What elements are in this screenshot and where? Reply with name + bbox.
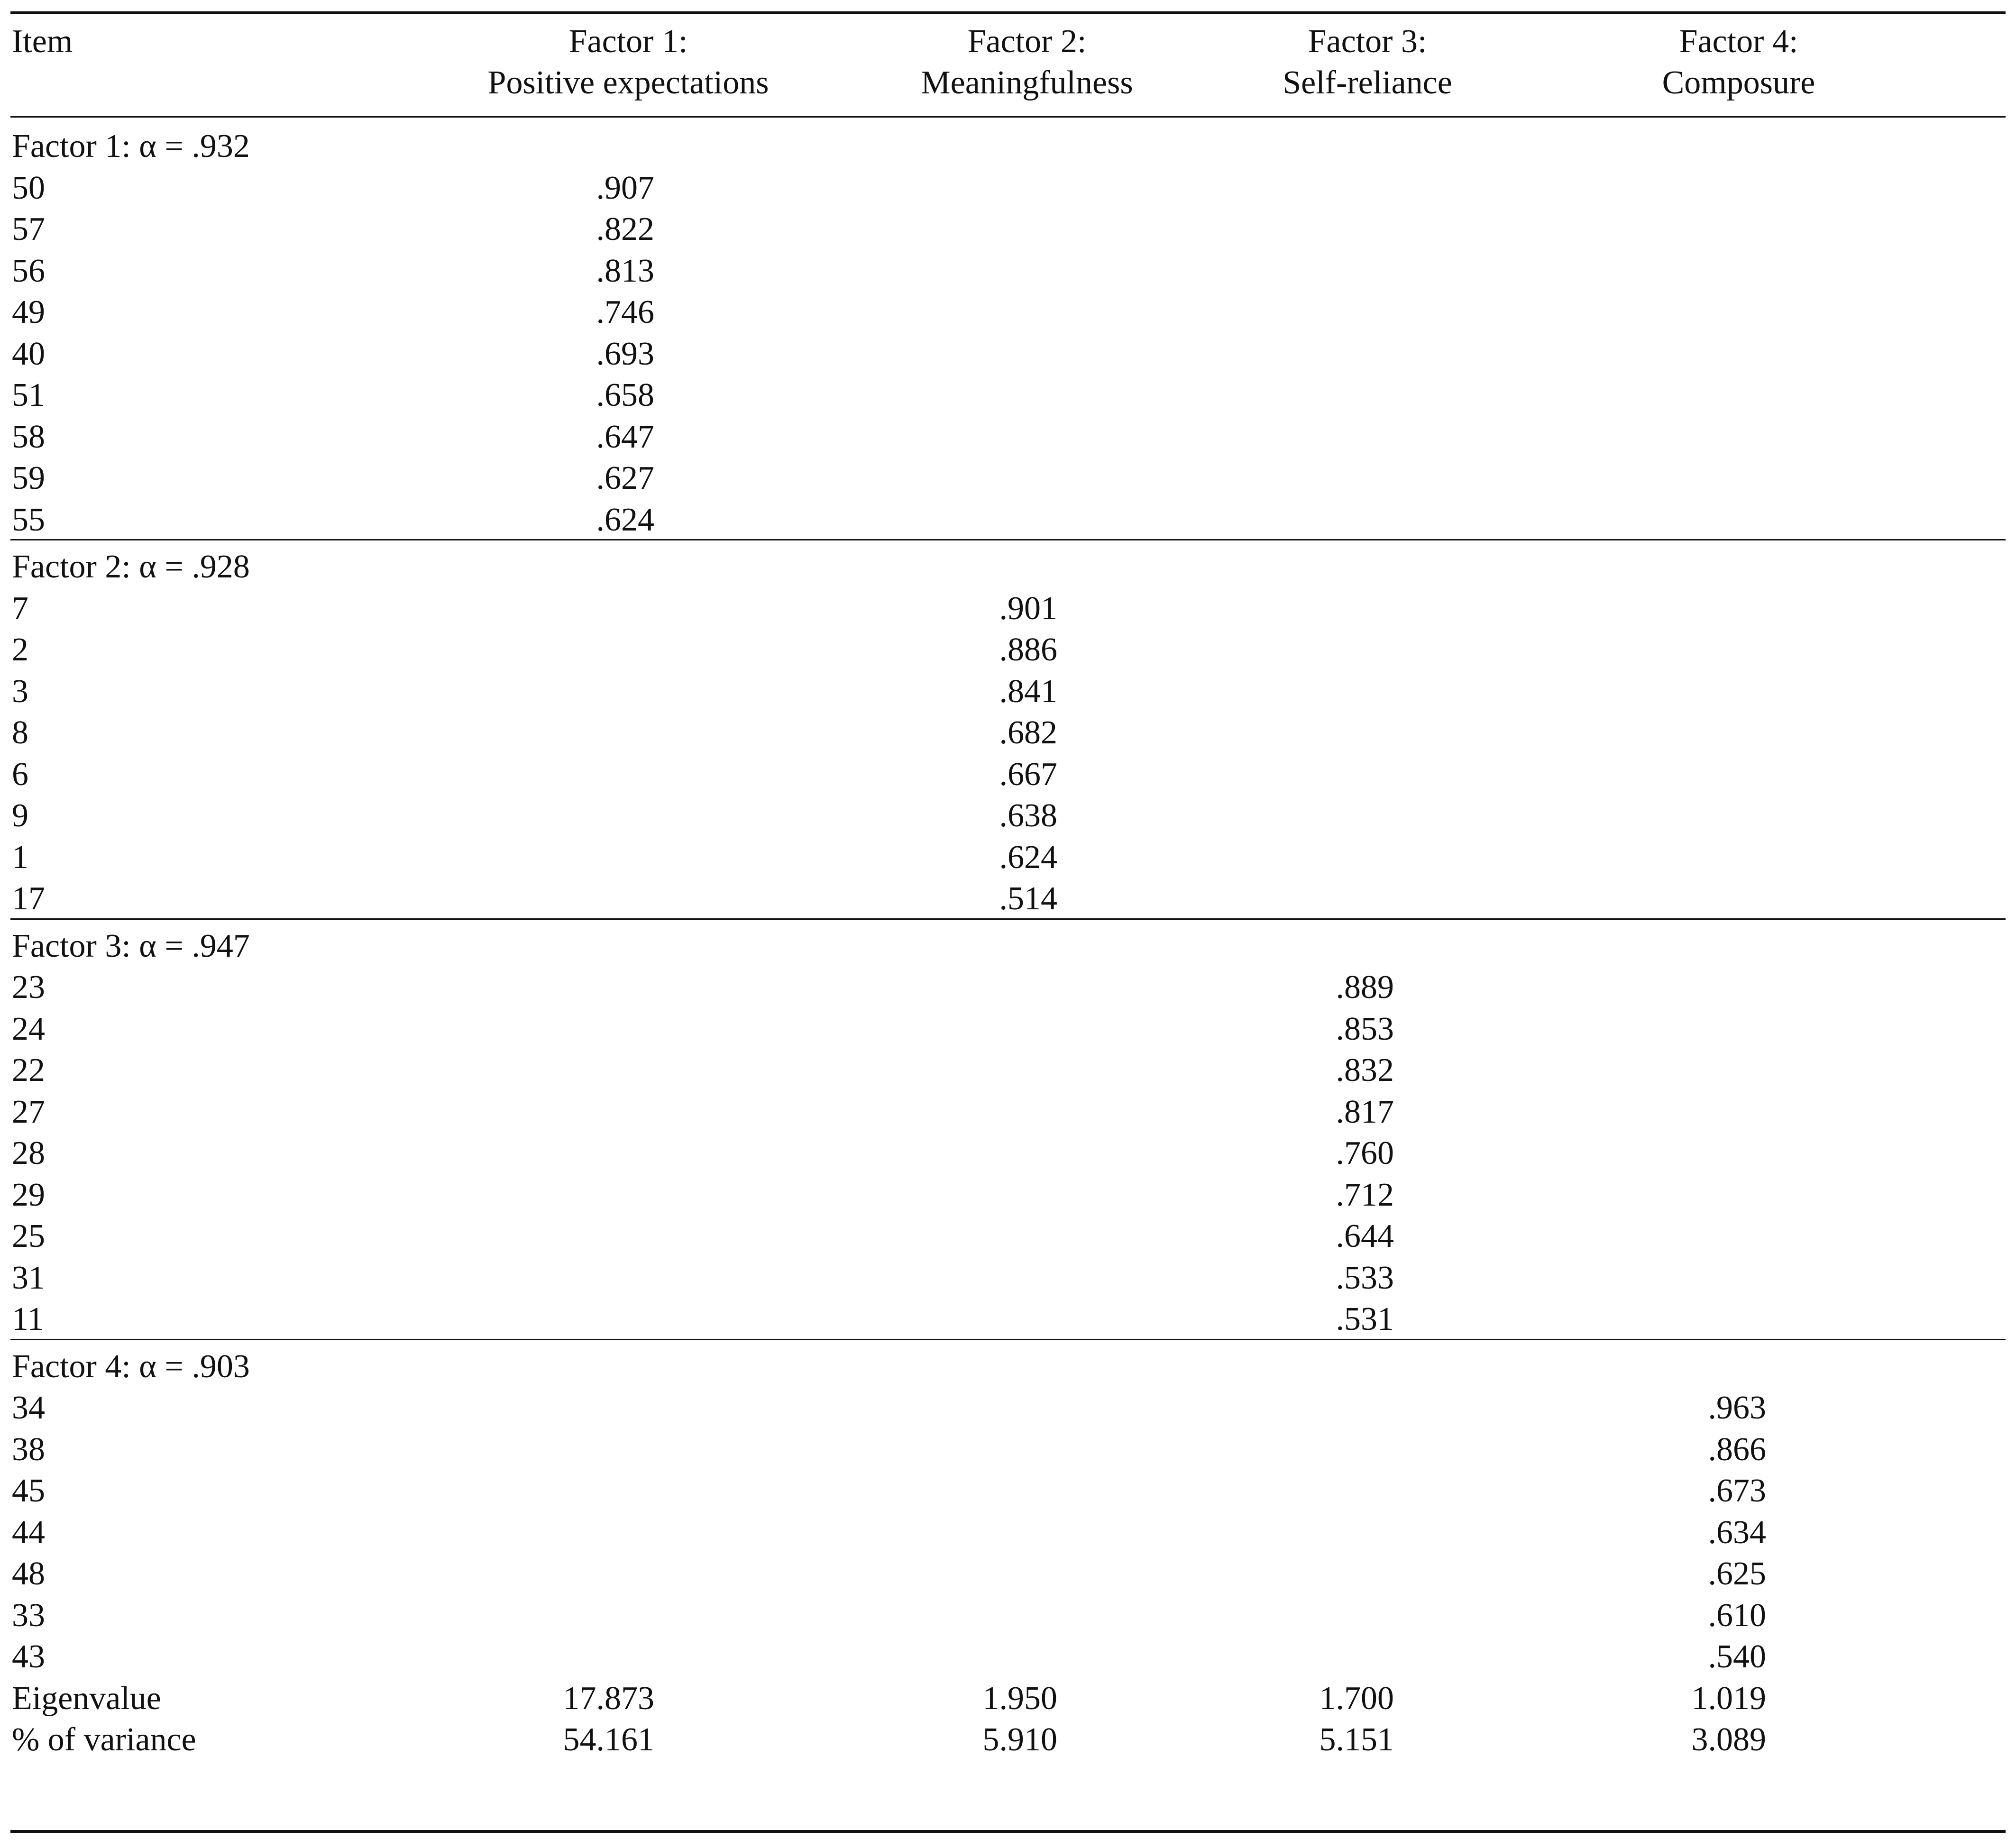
item-number: 11 — [12, 1301, 44, 1337]
group-heading: Factor 1: α = .932 — [12, 128, 250, 165]
factor-loading-value: .963 — [1708, 1390, 1766, 1426]
item-number: 8 — [12, 714, 28, 751]
bottom-rule — [10, 1830, 2006, 1833]
item-number: 49 — [12, 294, 45, 330]
factor-loading-value: .907 — [596, 169, 654, 206]
column-header-factor-3 — [1178, 21, 1557, 103]
column-header-factor-2-line2: Meaningfulness — [921, 64, 1133, 101]
item-number: 7 — [12, 590, 28, 627]
item-number: 56 — [12, 252, 45, 289]
summary-label: % of variance — [12, 1721, 196, 1758]
group-heading: Factor 2: α = .928 — [12, 549, 250, 585]
factor-loading-value: .813 — [596, 252, 654, 289]
item-number: 6 — [12, 756, 28, 793]
factor-loading-value: .625 — [1708, 1555, 1766, 1592]
summary-value: 5.910 — [982, 1721, 1057, 1758]
column-header-factor-1-line2: Positive expectations — [487, 64, 769, 101]
column-header-item: Item — [12, 23, 73, 60]
item-number: 24 — [12, 1010, 45, 1047]
group-separator-rule — [10, 918, 2006, 920]
item-number: 44 — [12, 1514, 45, 1551]
item-number: 57 — [12, 211, 45, 247]
factor-loading-value: .624 — [999, 839, 1057, 876]
factor-loading-value: .647 — [596, 418, 654, 455]
factor-loading-value: .667 — [999, 756, 1057, 793]
factor-loading-value: .853 — [1336, 1010, 1394, 1047]
factor-loading-value: .682 — [999, 714, 1057, 751]
factor-loading-value: .693 — [596, 335, 654, 372]
factor-loading-value: .610 — [1708, 1597, 1766, 1634]
summary-value: 1.019 — [1691, 1680, 1766, 1717]
group-separator-rule — [10, 1339, 2006, 1340]
item-number: 31 — [12, 1259, 45, 1296]
factor-loading-value: .822 — [596, 211, 654, 247]
item-number: 27 — [12, 1093, 45, 1130]
factor-loading-value: .817 — [1336, 1093, 1394, 1130]
item-number: 34 — [12, 1390, 45, 1426]
column-header-factor-3-line2: Self-reliance — [1283, 64, 1452, 101]
column-header-factor-2-line1: Factor 2: — [967, 23, 1087, 60]
top-rule — [10, 11, 2006, 14]
item-number: 23 — [12, 969, 45, 1006]
factor-loading-value: .866 — [1708, 1431, 1766, 1468]
column-header-factor-3-line1: Factor 3: — [1308, 23, 1427, 60]
item-number: 9 — [12, 797, 28, 834]
factor-loading-value: .638 — [999, 797, 1057, 834]
factor-loading-value: .889 — [1336, 969, 1394, 1006]
factor-loading-value: .832 — [1336, 1052, 1394, 1089]
column-header-factor-4 — [1549, 21, 1928, 103]
group-separator-rule — [10, 539, 2006, 540]
summary-value: 5.151 — [1319, 1721, 1394, 1758]
item-number: 1 — [12, 839, 28, 876]
item-number: 38 — [12, 1431, 45, 1468]
factor-loading-value: .634 — [1708, 1514, 1766, 1551]
factor-loading-value: .533 — [1336, 1259, 1394, 1296]
factor-loading-value: .712 — [1336, 1176, 1394, 1213]
factor-loading-value: .673 — [1708, 1473, 1766, 1509]
group-heading: Factor 3: α = .947 — [12, 927, 250, 964]
column-header-factor-4-line1: Factor 4: — [1679, 23, 1798, 60]
item-number: 50 — [12, 169, 45, 206]
item-number: 40 — [12, 335, 45, 372]
summary-value: 1.700 — [1319, 1680, 1394, 1717]
summary-label: Eigenvalue — [12, 1680, 161, 1717]
factor-loading-value: .540 — [1708, 1638, 1766, 1675]
item-number: 28 — [12, 1135, 45, 1171]
item-number: 48 — [12, 1555, 45, 1592]
item-number: 45 — [12, 1473, 45, 1509]
item-number: 29 — [12, 1176, 45, 1213]
item-number: 43 — [12, 1638, 45, 1675]
summary-value: 3.089 — [1691, 1721, 1766, 1758]
factor-loading-value: .658 — [596, 377, 654, 413]
group-heading: Factor 4: α = .903 — [12, 1348, 250, 1385]
item-number: 33 — [12, 1597, 45, 1634]
item-number: 2 — [12, 631, 28, 668]
item-number: 51 — [12, 377, 45, 413]
factor-loading-value: .886 — [999, 631, 1057, 668]
factor-loading-value: .746 — [596, 294, 654, 330]
column-header-factor-2 — [837, 21, 1217, 103]
summary-value: 1.950 — [982, 1680, 1057, 1717]
column-header-factor-1 — [439, 21, 818, 103]
factor-loading-value: .841 — [999, 673, 1057, 710]
column-header-factor-4-line2: Composure — [1662, 64, 1815, 101]
item-number: 59 — [12, 460, 45, 496]
column-header-factor-1-line1: Factor 1: — [568, 23, 688, 60]
header-rule — [10, 116, 2006, 118]
item-number: 55 — [12, 501, 45, 538]
summary-value: 17.873 — [563, 1680, 654, 1717]
item-number: 58 — [12, 418, 45, 455]
item-number: 17 — [12, 880, 45, 917]
factor-loading-value: .627 — [596, 460, 654, 496]
factor-loading-value: .514 — [999, 880, 1057, 917]
item-number: 3 — [12, 673, 28, 710]
item-number: 22 — [12, 1052, 45, 1089]
factor-loading-value: .531 — [1336, 1301, 1394, 1337]
factor-loading-value: .624 — [596, 501, 654, 538]
factor-loading-value: .760 — [1336, 1135, 1394, 1171]
item-number: 25 — [12, 1218, 45, 1254]
factor-loading-value: .644 — [1336, 1218, 1394, 1254]
factor-loading-value: .901 — [999, 590, 1057, 627]
summary-value: 54.161 — [563, 1721, 654, 1758]
